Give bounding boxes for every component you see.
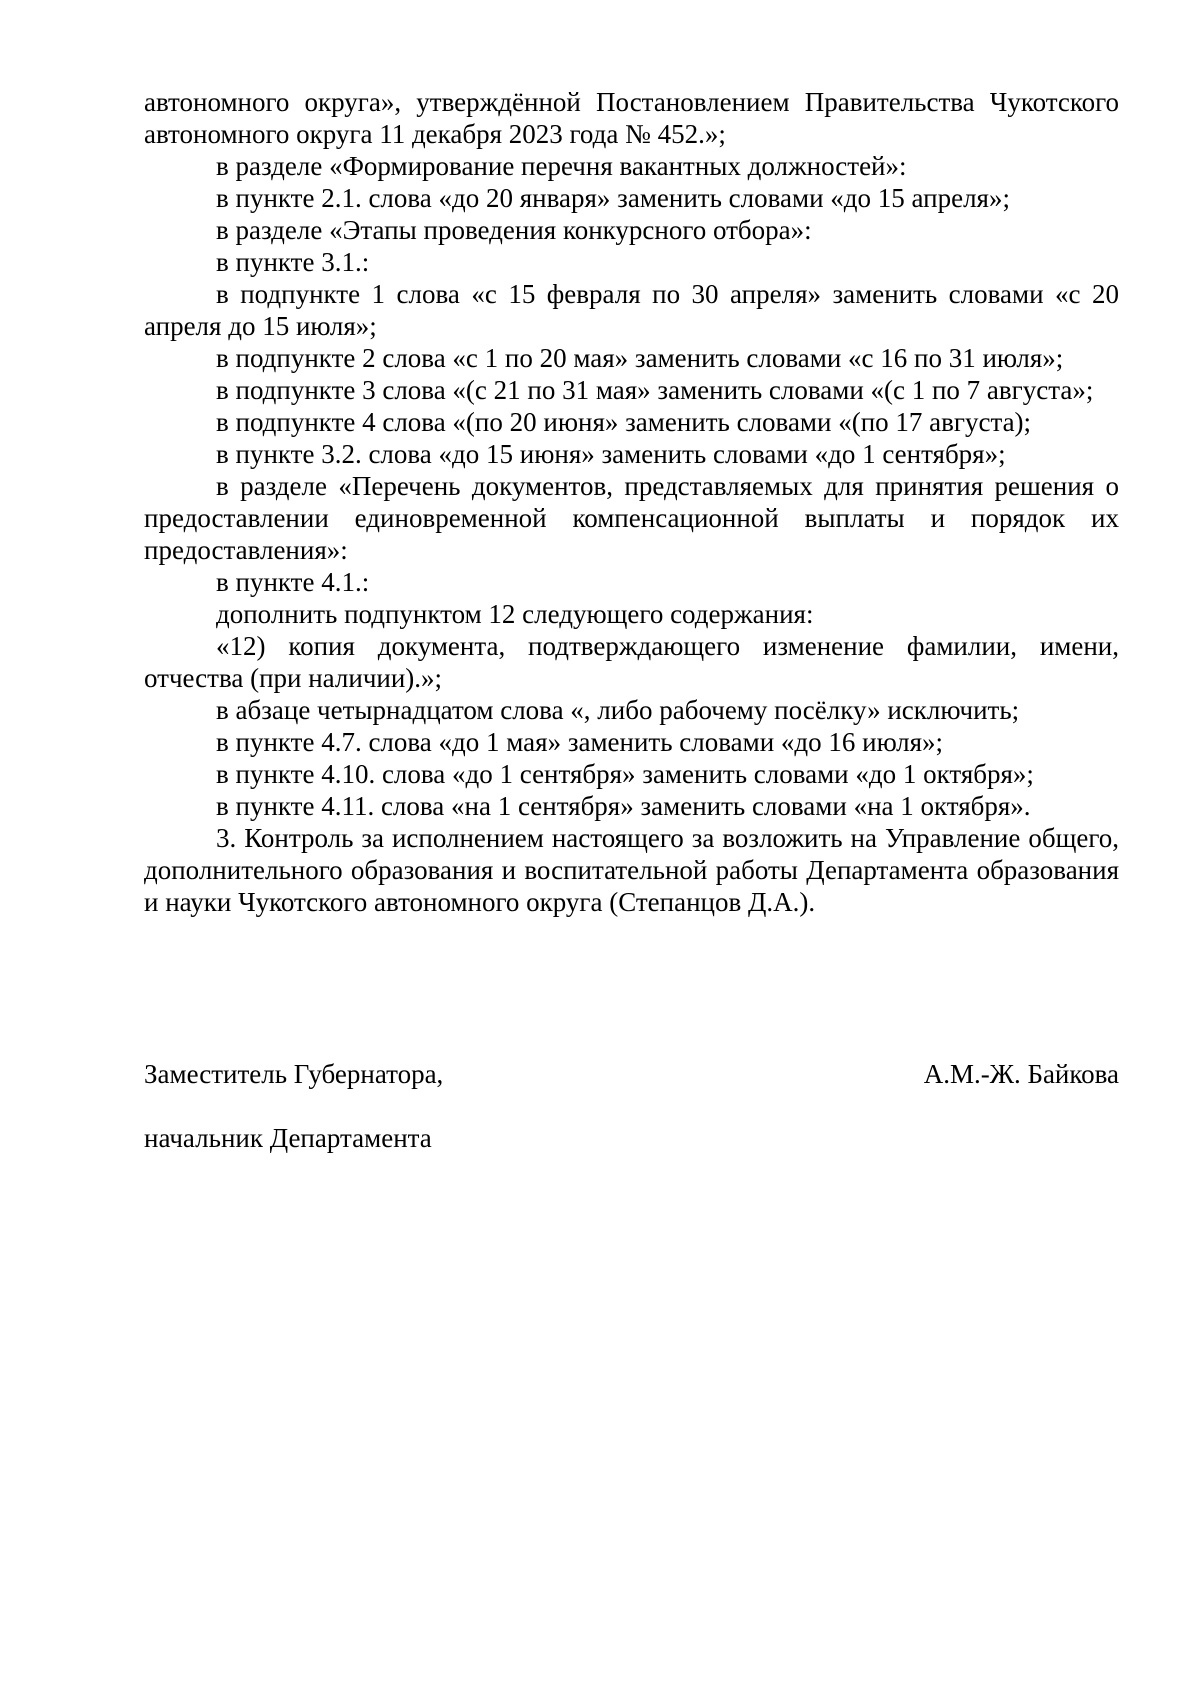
paragraph-subitem-1: в подпункте 1 слова «с 15 февраля по 30 апреля» заменить словами «с 20 апреля до 15 июля»;	[144, 279, 1119, 341]
document-body	[144, 86, 1119, 918]
signatory-name: А.М.-Ж. Байкова	[923, 1059, 1119, 1089]
paragraph-control-clause: 3. Контроль за исполнением настоящего за возложить на Управление общего, дополнительного образования и воспитательной работы Департамента образования и науки Чукотского автономного округа (Степанцов Д.А.).	[144, 823, 1119, 917]
signatory-position-line-2: начальник Департамента	[144, 1123, 432, 1153]
paragraph-item-3-1: в пункте 3.1.:	[216, 247, 370, 277]
paragraph-fourteenth-abzac: в абзаце четырнадцатом слова «, либо рабочему посёлку» исключить;	[216, 695, 1020, 725]
paragraph-item-4-10: в пункте 4.10. слова «до 1 сентября» заменить словами «до 1 октября»;	[216, 759, 1034, 789]
paragraph-subitem-3: в подпункте 3 слова «(с 21 по 31 мая» заменить словами «(с 1 по 7 августа»;	[216, 375, 1094, 405]
signatory-position-line-1: Заместитель Губернатора,	[144, 1059, 444, 1089]
paragraph-subitem-12-text: «12) копия документа, подтверждающего изменение фамилии, имени, отчества (при наличии).»;	[144, 631, 1119, 693]
paragraph-add-subitem-12: дополнить подпунктом 12 следующего содержания:	[216, 599, 814, 629]
paragraph-item-4-7: в пункте 4.7. слова «до 1 мая» заменить словами «до 16 июля»;	[216, 727, 943, 757]
paragraph-item-4-11: в пункте 4.11. слова «на 1 сентября» заменить словами «на 1 октября».	[216, 791, 1031, 821]
paragraph-item-3-2: в пункте 3.2. слова «до 15 июня» заменить словами «до 1 сентября»;	[216, 439, 1006, 469]
paragraph-section-documents: в разделе «Перечень документов, представляемых для принятия решения о предоставлении единовременной компенсационной выплаты и порядок их предоставления»:	[144, 471, 1119, 565]
paragraph-item-2-1: в пункте 2.1. слова «до 20 января» заменить словами «до 15 апреля»;	[216, 183, 1010, 213]
paragraph-section-stages: в разделе «Этапы проведения конкурсного отбора»:	[216, 215, 812, 245]
signature-block	[144, 1026, 1119, 1153]
paragraph-subitem-4: в подпункте 4 слова «(по 20 июня» заменить словами «(по 17 августа);	[216, 407, 1032, 437]
paragraph-continuation: автономного округа», утверждённой Постановлением Правительства Чукотского автономного округа 11 декабря 2023 года № 452.»;	[144, 87, 1119, 149]
paragraph-item-4-1: в пункте 4.1.:	[216, 567, 370, 597]
paragraph-subitem-2: в подпункте 2 слова «с 1 по 20 мая» заменить словами «с 16 по 31 июля»;	[216, 343, 1064, 373]
signatory-position	[144, 1026, 443, 1186]
paragraph-section-vacancies: в разделе «Формирование перечня вакантных должностей»:	[216, 151, 907, 181]
